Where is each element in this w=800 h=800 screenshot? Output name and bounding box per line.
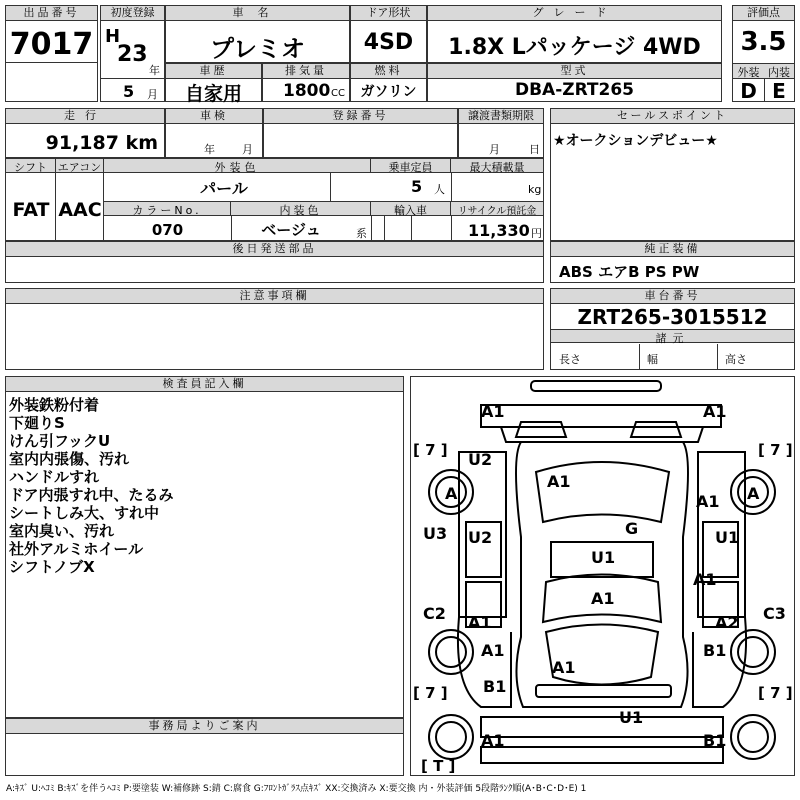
score-label: 評価点 (733, 6, 794, 21)
inspector-note: シートしみ大、すれ中 (9, 504, 160, 522)
recycle: 11,330 (468, 221, 530, 240)
damage-mark: A1 (481, 402, 505, 421)
later-label: 後日発送部品 (6, 242, 543, 257)
damage-mark: A1 (468, 613, 492, 632)
inspector-box (5, 376, 404, 718)
sales-box (550, 108, 795, 241)
later-parts-box (5, 241, 544, 283)
damage-mark: A1 (703, 402, 727, 421)
damage-mark: A1 (547, 472, 571, 491)
car-diagram-box (410, 376, 795, 776)
sales-label: セールスポイント (551, 109, 794, 124)
car-name-box (165, 5, 350, 63)
office-label: 事務局よりご案内 (6, 719, 403, 734)
grade-box (427, 5, 722, 63)
damage-mark: A1 (481, 731, 505, 750)
lot-label: 出品番号 (6, 6, 97, 21)
damage-mark: C2 (423, 604, 446, 623)
interior-unit: 系 (356, 227, 367, 240)
chassis-label: 車台番号 (551, 289, 794, 304)
fuel: ガソリン (360, 84, 417, 100)
spare-tire-mark: [ T ] (421, 757, 456, 774)
grade-label: グレード (428, 6, 721, 21)
spec-label: 諸元 (551, 329, 794, 343)
capacity: 5 (411, 177, 423, 196)
reg-no-box (263, 108, 458, 158)
ac: AAC (58, 199, 102, 221)
damage-mark: A (445, 484, 458, 503)
disp-box (262, 63, 350, 102)
disp-label: 排気量 (263, 64, 349, 79)
reg-no-label: 登録番号 (264, 109, 457, 124)
equip-box (550, 241, 795, 283)
reg-year: 23 (117, 42, 148, 67)
score: 3.5 (740, 27, 787, 57)
inspector-label: 検査員記入欄 (6, 377, 403, 392)
disp-unit: CC (331, 88, 345, 99)
interior: ベージュ (261, 221, 321, 239)
mileage: 91,187 km (45, 132, 158, 154)
damage-mark: U1 (591, 548, 616, 567)
car-diagram (411, 377, 793, 774)
score-box (732, 5, 795, 102)
damage-mark: C3 (763, 604, 786, 623)
fuel-box (350, 63, 427, 102)
inspector-note: 室内臭い、汚れ (9, 522, 115, 540)
maxload-unit: kg (528, 183, 542, 196)
tr-month: 月 (489, 143, 500, 156)
notes-box (5, 288, 544, 370)
model-box (427, 63, 722, 102)
transfer-label: 譲渡書類期限 (459, 109, 543, 124)
damage-mark: B1 (483, 677, 507, 696)
chassis-number: ZRT265-3015512 (577, 305, 768, 329)
inspection-label: 車検 (166, 109, 262, 124)
notes-label: 注意事項欄 (6, 289, 543, 304)
import-label: 輸入車 (371, 202, 451, 216)
maxload-label: 最大積載量 (451, 159, 543, 173)
insp-month: 月 (242, 143, 253, 156)
damage-mark: B1 (703, 641, 727, 660)
legend: A:ｷｽﾞ U:ﾍｺﾐ B:ｷｽﾞを伴うﾍｺﾐ P:要塗装 W:補修跡 S:錆 C:腐食 G:ﾌﾛﾝﾄｶﾞﾗｽ点ｷｽﾞ XX:交換済み X:要交換 内・外装評価 5段階ﾗﾝｸ順(A･B･C･D･E) 1 (6, 784, 587, 794)
damage-mark: A2 (715, 613, 739, 632)
era: H (105, 26, 121, 47)
shift-label: シフト (6, 159, 56, 173)
tr-day: 日 (529, 143, 540, 156)
first-reg-label: 初度登録 (101, 6, 164, 21)
damage-mark: A1 (552, 658, 576, 677)
inspector-note: 社外アルミホイール (9, 540, 144, 558)
mileage-box (5, 108, 165, 158)
color: パール (200, 179, 248, 198)
int-score: E (772, 79, 786, 103)
capacity-label: 乗車定員 (371, 159, 451, 173)
equipment: ABS エアB PS PW (559, 263, 700, 281)
model: DBA-ZRT265 (514, 80, 635, 100)
damage-mark: U2 (468, 528, 493, 547)
equip-label: 純正装備 (551, 242, 794, 257)
width-label: 幅 (647, 353, 658, 366)
sales-point: ★オークションデビュー★ (553, 133, 718, 149)
tire-tread-mark: [ 7 ] (413, 441, 448, 459)
interior-label: 内装色 (231, 202, 371, 216)
inspector-note: 外装鉄粉付着 (9, 396, 100, 414)
car-name-label: 車名 (166, 6, 349, 21)
inspector-note: 室内内張傷、汚れ (9, 450, 130, 468)
door-label: ドア形状 (351, 6, 426, 21)
damage-mark: A1 (696, 492, 720, 511)
inspection-box (165, 108, 263, 158)
colorno-label: カラーNo. (104, 202, 231, 216)
door: 4SD (363, 30, 414, 55)
reg-month-unit: 月 (147, 88, 158, 101)
reg-month: 5 (123, 82, 135, 101)
damage-mark: U2 (468, 450, 493, 469)
transfer-box (458, 108, 544, 158)
chassis-box (550, 288, 795, 370)
tire-tread-mark: [ 7 ] (758, 441, 793, 459)
damage-mark: A1 (481, 641, 505, 660)
lot-number: 7017 (9, 27, 94, 62)
mileage-label: 走行 (6, 109, 164, 124)
tire-tread-mark: [ 7 ] (758, 684, 793, 702)
history-label: 車歴 (166, 64, 261, 79)
inspector-note: 下廻りS (9, 414, 65, 432)
inspector-note: ドア内張すれ中、たるみ (9, 486, 174, 504)
damage-mark: A1 (693, 570, 717, 589)
recycle-unit: 円 (531, 227, 542, 240)
model-label: 型式 (428, 64, 721, 79)
recycle-label: リサイクル預託金 (451, 202, 543, 216)
ext-label: 外装 (733, 64, 765, 79)
int-label: 内装 (764, 64, 794, 79)
damage-mark: B1 (703, 731, 727, 750)
damage-mark: U1 (715, 528, 740, 547)
history-box (165, 63, 262, 105)
reg-year-unit: 年 (149, 64, 160, 77)
grade: 1.8X Lパッケージ 4WD (448, 35, 701, 60)
damage-mark: A1 (591, 589, 615, 608)
inspector-note: ハンドルすれ (9, 468, 100, 486)
damage-mark: A (747, 484, 760, 503)
office-box (5, 718, 404, 776)
door-box (350, 5, 427, 63)
ac-label: エアコン (56, 159, 104, 173)
car-name: プレミオ (209, 35, 306, 63)
inspector-note: シフトノブX (9, 558, 95, 576)
inspector-notes (6, 392, 403, 576)
height-label: 高さ (725, 353, 747, 366)
lot-box (5, 5, 98, 102)
shift: FAT (12, 199, 50, 221)
damage-mark: G (625, 519, 639, 538)
ext-score: D (740, 79, 757, 103)
colorno: 070 (151, 221, 184, 239)
inspector-note: けん引フックU (9, 432, 111, 450)
damage-mark: U1 (619, 708, 644, 727)
fuel-label: 燃料 (351, 64, 426, 79)
damage-mark: U3 (423, 524, 448, 543)
history: 自家用 (184, 83, 242, 105)
displacement: 1800 (283, 81, 331, 101)
color-label: 外装色 (104, 159, 371, 173)
length-label: 長さ (559, 353, 581, 366)
spec-block (5, 158, 544, 241)
capacity-unit: 人 (434, 183, 445, 196)
first-reg-box (100, 5, 165, 102)
tire-tread-mark: [ 7 ] (413, 684, 448, 702)
insp-year: 年 (204, 143, 215, 156)
